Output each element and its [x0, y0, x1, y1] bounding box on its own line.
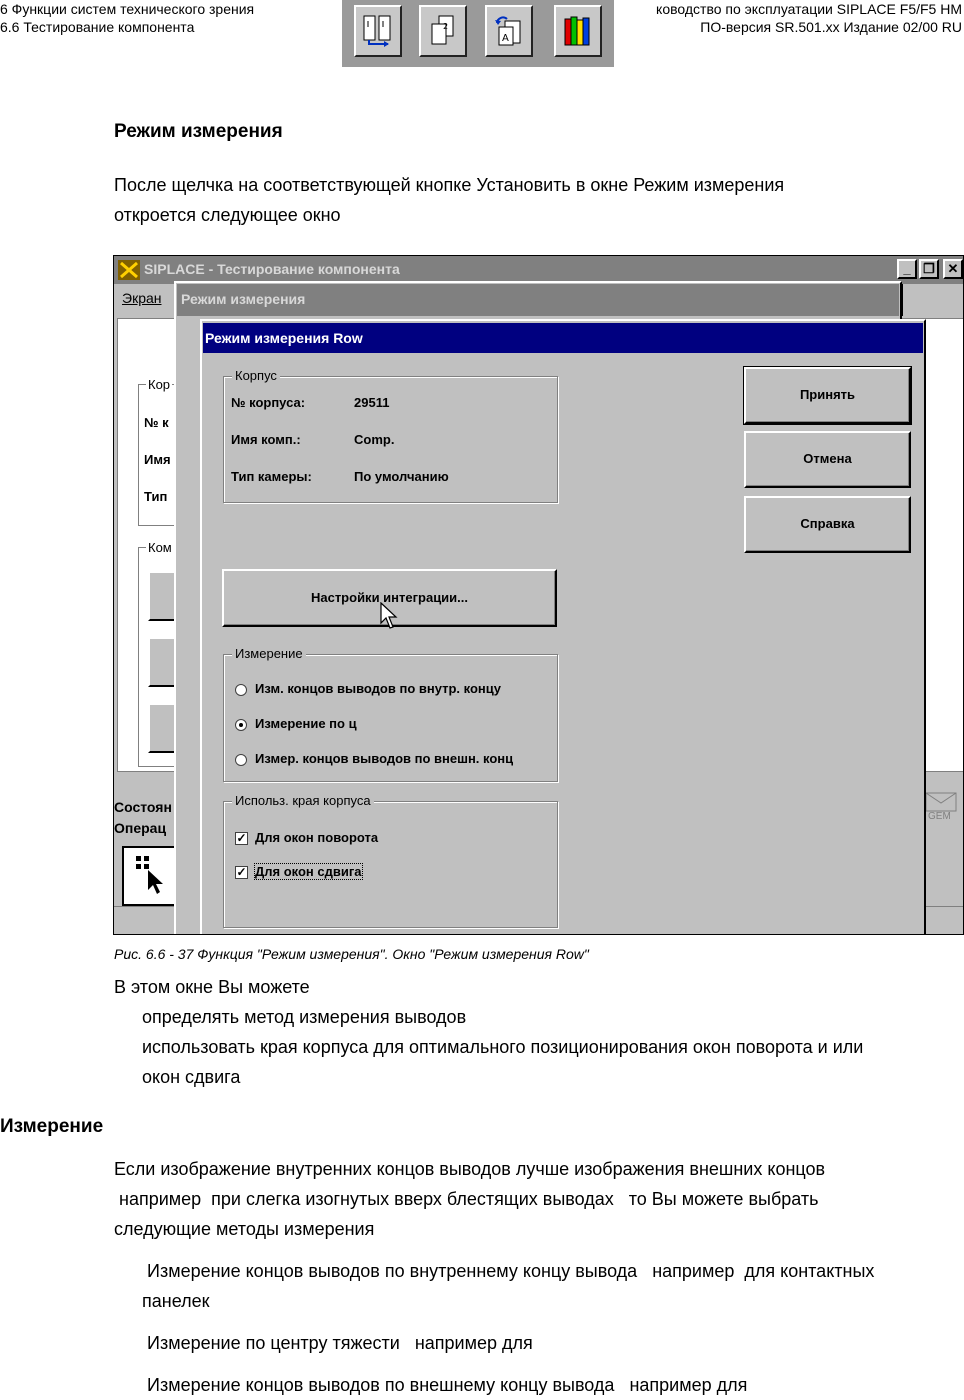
help-button[interactable]: Справка: [744, 496, 911, 553]
heading-measure: Измерение: [0, 1116, 104, 1137]
radio-inner-end[interactable]: [235, 684, 247, 696]
rotation-windows-label: Для окон поворота: [255, 830, 379, 845]
main-window-titlebar: [114, 256, 963, 284]
close-button[interactable]: ✕: [943, 259, 963, 279]
corpus-group: [223, 368, 558, 503]
search-index-icon[interactable]: [485, 5, 533, 57]
header-right-line1: ководство по эксплуатации SIPLACE F5/F5 HM: [656, 1, 962, 17]
titlebar-edge: [901, 284, 903, 316]
gem-mail-icon: [924, 791, 960, 827]
restore-button[interactable]: ❐: [919, 259, 939, 279]
bg-corpus-label: Кор: [148, 377, 171, 392]
bg-type-label: Тип: [144, 489, 168, 504]
method-1-line2: панелек: [142, 1291, 210, 1311]
intro-line2: откроется следующее окно: [114, 205, 341, 225]
method-2: Измерение по центру тяжести например для: [142, 1333, 533, 1353]
measure-group: [223, 646, 558, 782]
bullet-2-line2: окон сдвига: [142, 1067, 241, 1087]
corpus-group-label: Корпус: [232, 368, 280, 383]
corpus-no-value: 29511: [354, 395, 390, 410]
svg-text:2: 2: [443, 22, 449, 31]
navigation-toolbar: [342, 0, 614, 67]
dialog-title: Режим измерения Row: [205, 330, 363, 346]
gem-label: GEM: [928, 811, 951, 822]
comp-name-label: Имя комп.:: [231, 432, 301, 447]
p1-line3: следующие методы измерения: [114, 1219, 375, 1239]
radio-inner-end-label: Изм. концов выводов по внутр. концу: [255, 681, 501, 696]
radio-center[interactable]: [235, 719, 247, 731]
integration-settings-button[interactable]: Настройки интеграции...: [222, 569, 557, 627]
shift-windows-label: Для окон сдвига: [255, 864, 362, 879]
bg-name-label: Имя: [144, 452, 171, 467]
bg-comp-label: Ком: [148, 540, 172, 555]
edges-group-label: Использ. края корпуса: [232, 793, 374, 808]
camera-type-label: Тип камеры:: [231, 469, 312, 484]
intro-line1: После щелчка на соответствующей кнопке Установить в окне Режим измерения: [114, 175, 785, 195]
main-window-title: SIPLACE - Тестирование компонента: [144, 261, 400, 277]
method-1-line1: Измерение концов выводов по внутреннему концу вывода например для контактных: [142, 1261, 875, 1281]
method-3: Измерение концов выводов по внешнему концу вывода например для: [142, 1375, 748, 1395]
bg-operation-label: Операц: [114, 820, 167, 836]
minimize-button[interactable]: _: [897, 259, 917, 279]
edges-group: [223, 793, 558, 928]
measure-mode-window-title: Режим измерения: [181, 291, 306, 307]
header-left-line1: 6 Функции систем технического зрения: [0, 1, 255, 17]
bullet-2-line1: использовать края корпуса для оптимального позиционирования окон поворота и или: [142, 1037, 864, 1057]
header-left-line2: 6.6 Тестирование компонента: [0, 19, 195, 35]
accept-button[interactable]: Принять: [744, 367, 911, 424]
mouse-cursor-icon: [380, 602, 400, 632]
p1-line1: Если изображение внутренних концов выводов лучше изображения внешних концов: [114, 1159, 826, 1179]
header-right-line2: ПО-версия SR.501.xx Издание 02/00 RU: [700, 19, 962, 35]
bg-pointer-tool-button[interactable]: [122, 846, 180, 906]
pointer-tool-icon: [124, 848, 174, 900]
figure-caption: Рис. 6.6 - 37 Функция "Режим измерения". Окно "Режим измерения Row": [114, 946, 589, 962]
radio-outer-end[interactable]: [235, 754, 247, 766]
radio-center-label: Измерение по ц: [255, 716, 357, 731]
p1-line2: например при слегка изогнутых вверх блестящих выводах то Вы можете выбрать: [114, 1189, 819, 1209]
measure-mode-row-dialog: [200, 319, 926, 935]
chapter-overview-icon[interactable]: [354, 5, 402, 57]
shift-windows-checkbox[interactable]: ✓: [236, 865, 247, 879]
measure-mode-titlebar: [177, 284, 899, 316]
menu-screen[interactable]: Экран: [122, 290, 162, 306]
cancel-button[interactable]: Отмена: [744, 431, 911, 488]
corpus-no-label: № корпуса:: [231, 395, 306, 410]
software-screenshot: [113, 255, 964, 935]
rotation-windows-checkbox[interactable]: ✓: [236, 831, 247, 845]
comp-name-value: Comp.: [354, 432, 395, 447]
siplace-logo-icon: [118, 260, 140, 280]
radio-outer-end-label: Измер. концов выводов по внешн. конц: [255, 751, 514, 766]
bullet-1: определять метод измерения выводов: [142, 1007, 467, 1027]
books-icon[interactable]: [554, 5, 602, 57]
section-title: Режим измерения: [114, 121, 283, 142]
bg-no-label: № к: [144, 415, 169, 430]
pages-icon[interactable]: [419, 5, 467, 57]
dialog-titlebar: [203, 323, 923, 353]
camera-type-value: По умолчанию: [354, 469, 449, 484]
svg-text:A: A: [502, 33, 509, 44]
measure-group-label: Измерение: [232, 646, 306, 661]
bg-status-label: Состоян: [114, 799, 172, 815]
can-intro: В этом окне Вы можете: [114, 977, 310, 997]
